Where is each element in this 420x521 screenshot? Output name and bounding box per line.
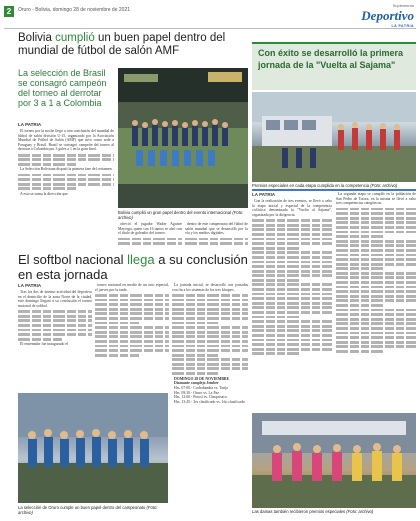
fixture-item: Hrs. 07:00.- Cochabamba vs. Tarija xyxy=(174,386,228,391)
cycling-race-photo xyxy=(252,92,416,182)
article1-kicker: La selección de Brasil se consagró campeón del torneo al derrotar por 3 a 1 a Colombia xyxy=(18,68,107,108)
oruro-softball-team-illustration xyxy=(18,393,168,503)
futsal-team-illustration xyxy=(118,68,248,208)
article3-col1-lead: Tras los dos de intenso actividad del deportivo en el domicilio de la zona Norte de la ciudad, este domingo llegará a su conclusión el torneo nacional de softbol. xyxy=(18,290,92,308)
ladies-awards-photo xyxy=(252,413,416,508)
fixture-item: Hrs. 13:45.- 3er clasificado vs. 1do clasificado xyxy=(174,399,245,404)
article1-col1-mid: La Selección Boliviana disputó la primera fase del certamen. xyxy=(20,167,113,172)
article1-column-1 xyxy=(18,129,114,241)
article3-photo-caption: La selección de Oruro cumple un buen papel dentro del campeonato (Foto: archivo) xyxy=(18,505,158,515)
header-rule xyxy=(4,28,416,29)
article3-column-2-text xyxy=(95,283,169,390)
article2-column-1 xyxy=(252,199,332,411)
article1-column-3 xyxy=(185,222,248,249)
article3-column-1 xyxy=(18,290,92,390)
article2-photo2-caption: Las damas también recibieron premios especiales (Foto: archivo) xyxy=(252,509,374,514)
logo-subtitle: LA PATRIA xyxy=(391,24,414,28)
ladies-awards-illustration xyxy=(252,413,416,508)
fixture-item: Hrs. 09:30.- Oruro vs. La Paz xyxy=(174,390,219,395)
fixture-subtitle: Diamante complejo Jember xyxy=(174,381,219,386)
caption-rule xyxy=(252,189,416,191)
article3-section-label: LA PATRIA xyxy=(18,283,42,288)
article1-column-2 xyxy=(118,222,182,249)
article2-headline-box xyxy=(252,42,416,90)
page-number: 2 xyxy=(4,6,14,17)
article2-column-2 xyxy=(336,192,416,411)
futsal-team-photo xyxy=(118,68,248,208)
article1-headline: Bolivia cumplió un buen papel dentro del mundial de fútbol de salón AMF xyxy=(18,32,226,57)
article2-section-label: LA PATRIA xyxy=(252,192,276,197)
fixture-item: Hrs. 12:00.- Potosí vs. Chuquisaca xyxy=(174,395,227,400)
article3-col1-end: El entrenador fue inaugurado el xyxy=(20,342,69,347)
logo-title: Deportivo xyxy=(361,8,414,23)
article1-col1-end: A esto se suma la dirección que xyxy=(20,191,68,196)
article1-col1-lead: El torneo por la noche llegó a otra conclusión del mundial de fútbol de salón división U-15, organizado por la Asociación Mundial de Fútbol de Salón (AMF) que tuvo como sede a Paraguay y Brasil. Brasil se consagró campeón del torneo al derrotar a Colombia por 3 goles a 1 en la gran final. xyxy=(18,129,114,152)
date-line: Oruro - Bolivia, domingo 28 de noviembre de 2021 xyxy=(18,7,131,13)
page-header xyxy=(0,0,420,30)
oruro-softball-team-photo xyxy=(18,393,168,503)
article2-col1-lead: Con la realización de tres eventos, se llevó a cabo la etapa inicial y especial de la competencia ciclística denominada la "Vuelta al Sajama", organizada por la dirigencia. xyxy=(252,199,332,217)
article3-headline: El softbol nacional llega a su conclusión en esta jornada xyxy=(18,252,248,282)
fixture-title: DOMINGO 28 DE NOVIEMBRE xyxy=(174,376,230,381)
supplement-label: Suplemento xyxy=(392,3,414,8)
article3-col3-text: La jornada inicial, se desarrolló con jornadas con fin a los sistemas de los tres bloques. xyxy=(172,283,248,292)
article2-headline: Con éxito se desarrolló la primera jornada de la "Vuelta al Sajama" xyxy=(258,48,404,70)
article1-section-label: LA PATRIA xyxy=(18,122,42,127)
article3-column-3 xyxy=(172,283,248,518)
article2-photo-caption: Premios especiales en cada etapa cumplida en la competencia (Foto: archivo) xyxy=(252,183,398,188)
article3-col2-text: torneo nacional en medio de un acto especial, el jueves por la tarde. xyxy=(95,283,169,292)
supplement-logo xyxy=(361,3,414,28)
article1-col3-text: dentro de este campeonato del fútbol de salón mundial que se desarrolló por la vía y los medios digitales. xyxy=(185,222,248,236)
article1-col2-text: ofreció el jugador Walter Aguirre Mayorga, quien con 16 tantos se alzó con el título de goleador del torneo. xyxy=(118,222,182,236)
cycling-race-illustration xyxy=(252,92,416,182)
photo1-caption: Bolivia cumplió un gran papel dentro del evento internacional (Foto: archivo) xyxy=(118,210,244,220)
article2-col2-lead: La segunda etapa se cumplió en la población de San Pedro de Totora, en la misma se llevó a cabo tres competencias categóricas. xyxy=(336,192,416,206)
